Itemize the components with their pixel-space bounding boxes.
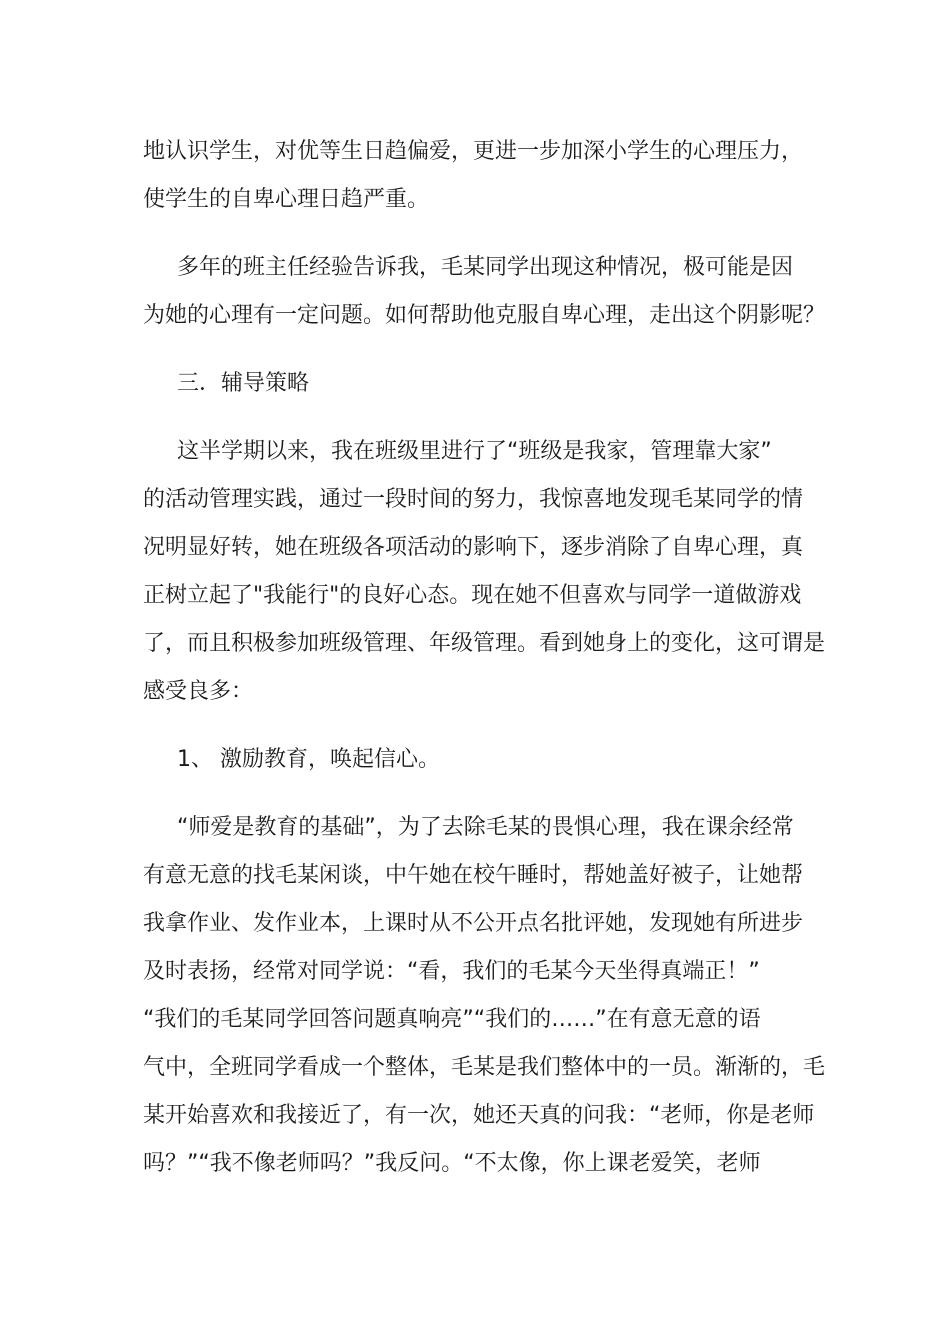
text-line: 感受良多： [143,679,254,704]
paragraph-2 [143,244,826,340]
text-line: 地认识学生，对优等生日趋偏爱，更进一步加深小学生的心理压力， [143,139,804,164]
text-line: 我拿作业、发作业本，上课时从不公开点名批评她，发现她有所进步 [143,911,804,936]
text-line: 这半学期以来，我在班级里进行了“班级是我家，管理靠大家” [177,439,772,464]
paragraph-gap [143,784,807,804]
text-line: “我们的毛某同学回答问题真响亮”“我们的……”在有意无意的语 [143,1007,761,1032]
text-line: 及时表扬，经常对同学说：“看，我们的毛某今天坐得真端正！” [143,959,760,984]
text-line: 使学生的自卑心理日趋严重。 [143,187,430,212]
text-line: 吗？”“我不像老师吗？”我反问。“不太像，你上课老爱笑，老师 [143,1151,761,1176]
subsection-heading: 1、 激励教育，唤起信心。 [177,747,440,772]
text-line: 正树立起了"我能行"的良好心态。现在她不但喜欢与同学一道做游戏 [143,583,802,608]
text-line: 况明显好转，她在班级各项活动的影响下，逐步消除了自卑心理，真 [143,535,804,560]
paragraph-3 [143,428,826,716]
text-line: 了，而且积极参加班级管理、年级管理。看到她身上的变化，这可谓是 [143,631,826,656]
paragraph-gap [143,340,807,360]
text-line: “师爱是教育的基础”，为了去除毛某的畏惧心理，我在课余经常 [177,815,794,840]
paragraph-1 [143,128,807,224]
text-line: 气中，全班同学看成一个整体，毛某是我们整体中的一员。渐渐的，毛 [143,1055,826,1080]
paragraph-gap [143,716,807,736]
text-line: 多年的班主任经验告诉我，毛某同学出现这种情况，极可能是因 [177,255,794,280]
text-line: 为她的心理有一定问题。如何帮助他克服自卑心理，走出这个阴影呢？ [143,303,826,328]
text-line: 的活动管理实践，通过一段时间的努力，我惊喜地发现毛某同学的情 [143,487,804,512]
text-line: 有意无意的找毛某闲谈，中午她在校午睡时，帮她盖好被子，让她帮 [143,863,804,888]
paragraph-4 [143,804,826,1188]
text-line: 某开始喜欢和我接近了，有一次，她还天真的问我：“老师，你是老师 [143,1103,815,1128]
document-body [143,128,826,1188]
paragraph-gap [143,408,807,428]
paragraph-gap [143,224,807,244]
section-heading: 三．辅导策略 [177,371,310,396]
